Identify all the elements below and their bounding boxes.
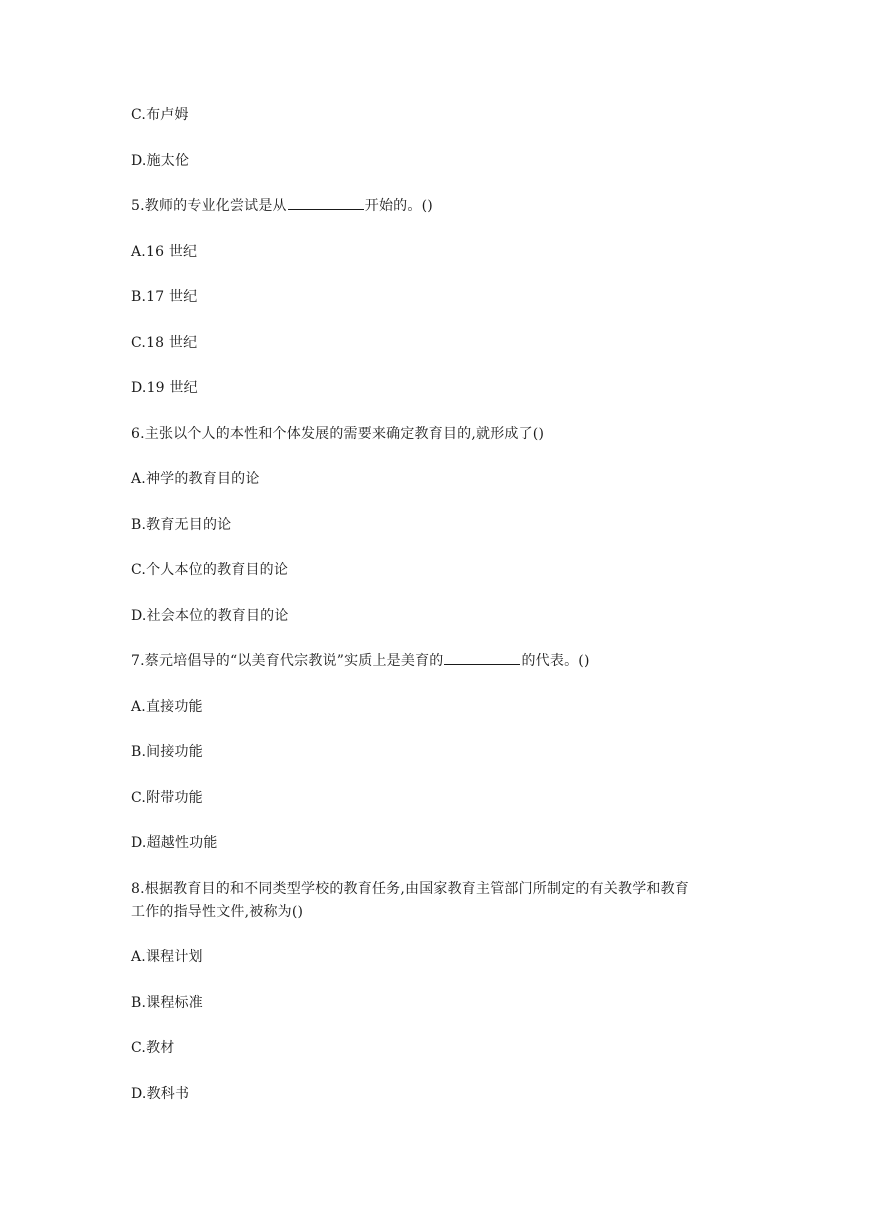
q6-stem: 6.主张以个人的本性和个体发展的需要来确定教育目的,就形成了() <box>131 426 545 442</box>
q8-stem-line1: 8.根据教育目的和不同类型学校的教育任务,由国家教育主管部门所制定的有关教学和教育 <box>131 881 690 897</box>
q5-stem-after: 开始的。() <box>364 198 433 214</box>
q5-stem-before: 5.教师的专业化尝试是从 <box>131 198 287 214</box>
q8-option-d: D.教科书 <box>131 1086 190 1102</box>
q5-option-b: B.17 世纪 <box>131 289 198 305</box>
q8-option-b: B.课程标准 <box>131 995 203 1011</box>
q6-option-c: C.个人本位的教育目的论 <box>131 562 289 578</box>
q5-option-d: D.19 世纪 <box>131 380 198 396</box>
q7-option-d: D.超越性功能 <box>131 835 218 851</box>
q7-blank <box>444 650 520 665</box>
q7-stem-after: 的代表。() <box>521 653 590 669</box>
q8-option-c: C.教材 <box>131 1040 175 1056</box>
q7-stem <box>131 650 590 672</box>
q8-stem-line2: 工作的指导性文件,被称为() <box>131 904 304 920</box>
q5-stem <box>131 195 433 217</box>
q7-option-c: C.附带功能 <box>131 790 203 806</box>
q6-option-a: A.神学的教育目的论 <box>131 471 260 487</box>
q6-option-b: B.教育无目的论 <box>131 517 232 533</box>
q5-option-c: C.18 世纪 <box>131 335 198 351</box>
q5-blank <box>288 195 364 210</box>
q7-stem-before: 7.蔡元培倡导的“以美育代宗教说”实质上是美育的 <box>131 653 444 669</box>
q7-option-a: A.直接功能 <box>131 699 203 715</box>
q4-option-d: D.施太伦 <box>131 153 190 169</box>
q7-option-b: B.间接功能 <box>131 744 203 760</box>
q8-option-a: A.课程计划 <box>131 949 203 965</box>
q6-option-d: D.社会本位的教育目的论 <box>131 608 289 624</box>
q4-option-c: C.布卢姆 <box>131 107 189 123</box>
q5-option-a: A.16 世纪 <box>131 244 198 260</box>
